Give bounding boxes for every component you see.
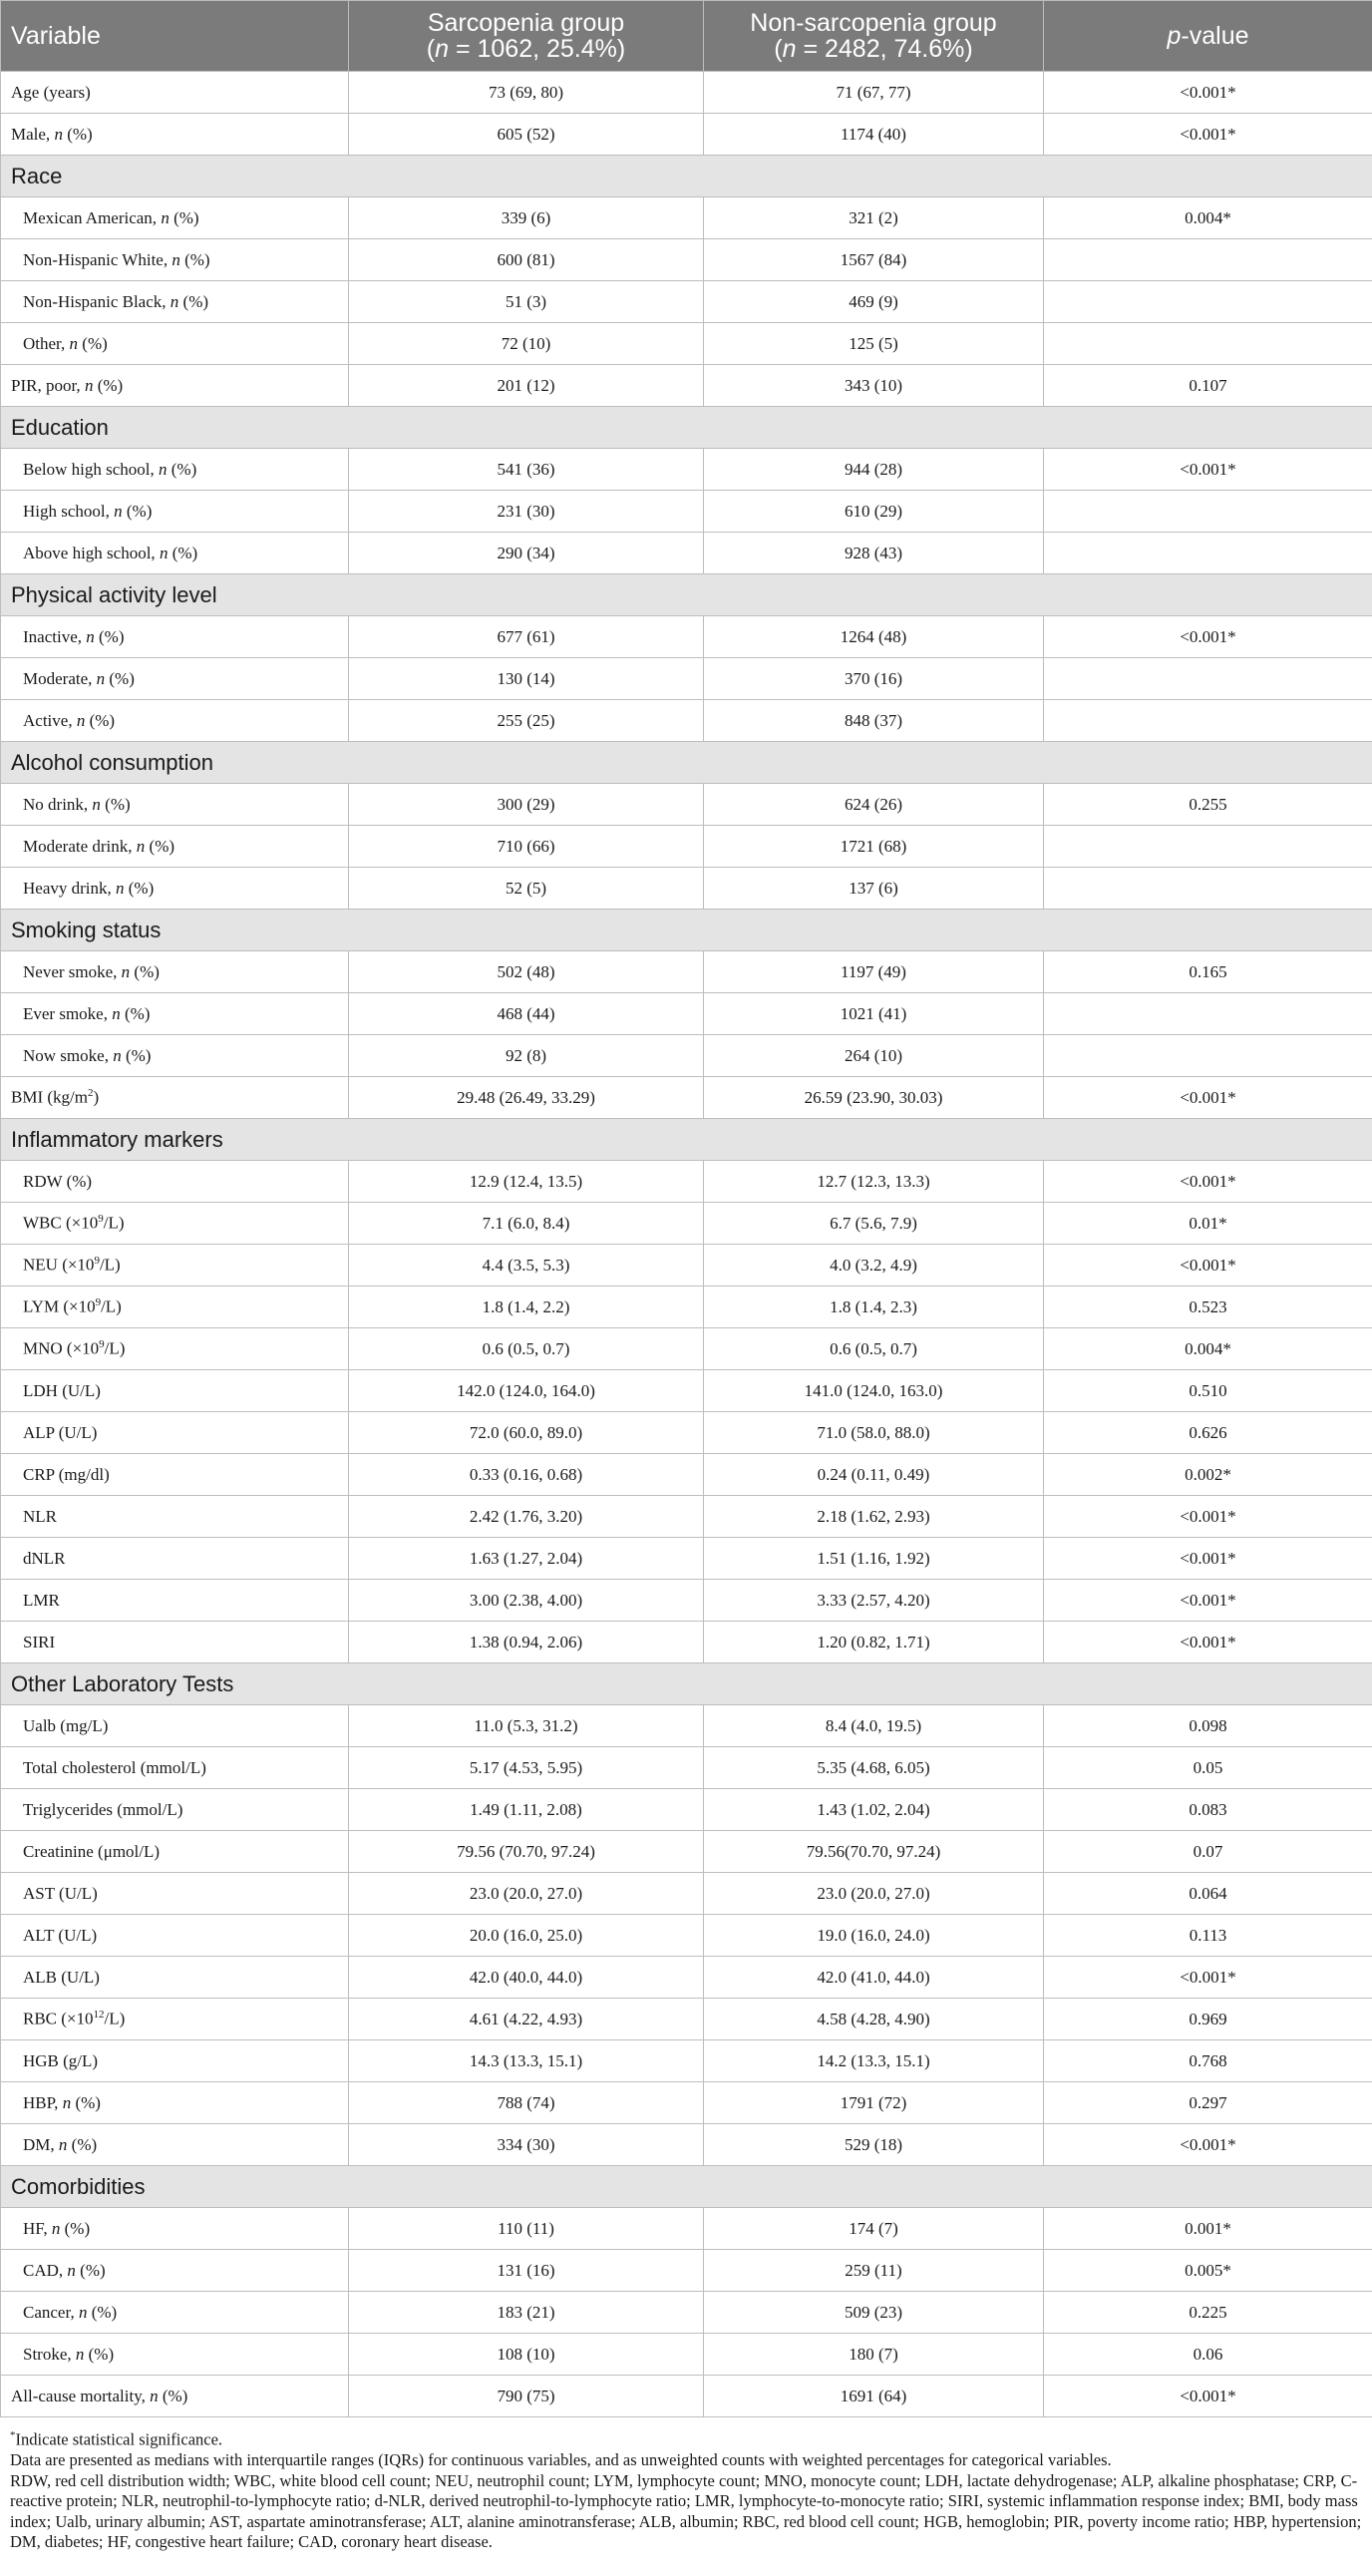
table-row <box>1 1328 1372 1370</box>
header-sarcopenia-n-rest: = 1062, 25.4%) <box>449 35 626 63</box>
variable-cell: LDH (U/L) <box>1 1370 349 1412</box>
sarcopenia-value-cell: 468 (44) <box>349 993 704 1035</box>
variable-cell: HF, n (%) <box>1 2208 349 2250</box>
non-sarcopenia-value-cell: 1791 (72) <box>704 2082 1044 2124</box>
p-value-cell <box>1044 491 1372 533</box>
sarcopenia-value-cell: 1.63 (1.27, 2.04) <box>349 1538 704 1580</box>
non-sarcopenia-value-cell: 6.7 (5.6, 7.9) <box>704 1203 1044 1245</box>
p-value-cell: 0.004* <box>1044 197 1372 239</box>
sarcopenia-value-cell: 42.0 (40.0, 44.0) <box>349 1957 704 1999</box>
header-p-rest: -value <box>1181 22 1249 50</box>
non-sarcopenia-value-cell: 3.33 (2.57, 4.20) <box>704 1580 1044 1622</box>
sarcopenia-value-cell: 92 (8) <box>349 1035 704 1077</box>
sarcopenia-value-cell: 334 (30) <box>349 2124 704 2166</box>
header-non-title: Non-sarcopenia group <box>750 9 997 37</box>
p-value-cell: <0.001* <box>1044 1496 1372 1538</box>
non-sarcopenia-value-cell: 944 (28) <box>704 449 1044 491</box>
p-value-cell: <0.001* <box>1044 1077 1372 1119</box>
sarcopenia-value-cell: 11.0 (5.3, 31.2) <box>349 1705 704 1747</box>
non-sarcopenia-value-cell: 23.0 (20.0, 27.0) <box>704 1873 1044 1915</box>
non-sarcopenia-value-cell: 4.58 (4.28, 4.90) <box>704 1999 1044 2040</box>
non-sarcopenia-value-cell: 1021 (41) <box>704 993 1044 1035</box>
non-sarcopenia-value-cell: 1721 (68) <box>704 826 1044 868</box>
sarcopenia-value-cell: 183 (21) <box>349 2292 704 2334</box>
table-row <box>1 868 1372 910</box>
p-value-cell: 0.107 <box>1044 365 1372 407</box>
sarcopenia-value-cell: 52 (5) <box>349 868 704 910</box>
p-value-cell <box>1044 993 1372 1035</box>
variable-cell: Creatinine (μmol/L) <box>1 1831 349 1873</box>
non-sarcopenia-value-cell: 0.6 (0.5, 0.7) <box>704 1328 1044 1370</box>
non-sarcopenia-value-cell: 8.4 (4.0, 19.5) <box>704 1705 1044 1747</box>
non-sarcopenia-value-cell: 1691 (64) <box>704 2376 1044 2417</box>
p-value-cell: 0.969 <box>1044 1999 1372 2040</box>
table-row <box>1 2124 1372 2166</box>
header-p-value <box>1044 1 1372 72</box>
p-value-cell: 0.005* <box>1044 2250 1372 2292</box>
header-sarcopenia-n-italic: n <box>435 35 449 63</box>
table-row <box>1 1789 1372 1831</box>
table-row <box>1 1454 1372 1496</box>
section-title: Alcohol consumption <box>1 742 1372 784</box>
non-sarcopenia-value-cell: 264 (10) <box>704 1035 1044 1077</box>
sarcopenia-value-cell: 790 (75) <box>349 2376 704 2417</box>
non-sarcopenia-value-cell: 71.0 (58.0, 88.0) <box>704 1412 1044 1454</box>
variable-cell: Mexican American, n (%) <box>1 197 349 239</box>
non-sarcopenia-value-cell: 259 (11) <box>704 2250 1044 2292</box>
non-sarcopenia-value-cell: 469 (9) <box>704 281 1044 323</box>
section-title: Inflammatory markers <box>1 1119 1372 1161</box>
sarcopenia-value-cell: 605 (52) <box>349 114 704 156</box>
p-value-cell: 0.07 <box>1044 1831 1372 1873</box>
table-row <box>1 1622 1372 1663</box>
p-value-cell <box>1044 1035 1372 1077</box>
variable-cell: Non-Hispanic White, n (%) <box>1 239 349 281</box>
p-value-cell <box>1044 281 1372 323</box>
non-sarcopenia-value-cell: 19.0 (16.0, 24.0) <box>704 1915 1044 1957</box>
table-row <box>1 239 1372 281</box>
table-row <box>1 533 1372 574</box>
section-title: Comorbidities <box>1 2166 1372 2208</box>
p-value-cell: <0.001* <box>1044 1245 1372 1287</box>
sarcopenia-value-cell: 72 (10) <box>349 323 704 365</box>
section-header-row <box>1 910 1372 951</box>
section-header-row <box>1 2166 1372 2208</box>
table-row <box>1 2208 1372 2250</box>
variable-cell: CAD, n (%) <box>1 2250 349 2292</box>
header-non-sarcopenia-group <box>704 1 1044 72</box>
table-row <box>1 1370 1372 1412</box>
table-row <box>1 2250 1372 2292</box>
footnote-significance <box>10 2425 1362 2450</box>
non-sarcopenia-value-cell: 1197 (49) <box>704 951 1044 993</box>
variable-cell: Now smoke, n (%) <box>1 1035 349 1077</box>
non-sarcopenia-value-cell: 1567 (84) <box>704 239 1044 281</box>
header-non-n-rest: = 2482, 74.6%) <box>796 35 973 63</box>
footnote-sig-marker: * <box>10 2429 16 2441</box>
non-sarcopenia-value-cell: 79.56(70.70, 97.24) <box>704 1831 1044 1873</box>
sarcopenia-value-cell: 0.6 (0.5, 0.7) <box>349 1328 704 1370</box>
sarcopenia-value-cell: 110 (11) <box>349 2208 704 2250</box>
p-value-cell: <0.001* <box>1044 616 1372 658</box>
p-value-cell: 0.165 <box>1044 951 1372 993</box>
variable-cell: Stroke, n (%) <box>1 2334 349 2376</box>
sarcopenia-value-cell: 1.38 (0.94, 2.06) <box>349 1622 704 1663</box>
sarcopenia-value-cell: 541 (36) <box>349 449 704 491</box>
sarcopenia-value-cell: 79.56 (70.70, 97.24) <box>349 1831 704 1873</box>
sarcopenia-value-cell: 788 (74) <box>349 2082 704 2124</box>
section-title: Education <box>1 407 1372 449</box>
p-value-cell: <0.001* <box>1044 1622 1372 1663</box>
footnote-sig-text: Indicate statistical significance. <box>15 2429 223 2449</box>
table-row <box>1 281 1372 323</box>
table-row <box>1 1538 1372 1580</box>
table-footnotes <box>0 2417 1372 2553</box>
sarcopenia-value-cell: 600 (81) <box>349 239 704 281</box>
variable-cell: DM, n (%) <box>1 2124 349 2166</box>
header-variable: Variable <box>1 1 349 72</box>
non-sarcopenia-value-cell: 14.2 (13.3, 15.1) <box>704 2040 1044 2082</box>
sarcopenia-value-cell: 7.1 (6.0, 8.4) <box>349 1203 704 1245</box>
p-value-cell: 0.01* <box>1044 1203 1372 1245</box>
non-sarcopenia-value-cell: 1.8 (1.4, 2.3) <box>704 1287 1044 1328</box>
p-value-cell: 0.083 <box>1044 1789 1372 1831</box>
table-row <box>1 993 1372 1035</box>
non-sarcopenia-value-cell: 26.59 (23.90, 30.03) <box>704 1077 1044 1119</box>
table-row <box>1 1873 1372 1915</box>
table-row <box>1 1915 1372 1957</box>
non-sarcopenia-value-cell: 624 (26) <box>704 784 1044 826</box>
sarcopenia-value-cell: 300 (29) <box>349 784 704 826</box>
section-header-row <box>1 1663 1372 1705</box>
variable-cell: PIR, poor, n (%) <box>1 365 349 407</box>
sarcopenia-value-cell: 0.33 (0.16, 0.68) <box>349 1454 704 1496</box>
non-sarcopenia-value-cell: 5.35 (4.68, 6.05) <box>704 1747 1044 1789</box>
non-sarcopenia-value-cell: 174 (7) <box>704 2208 1044 2250</box>
table-row <box>1 365 1372 407</box>
variable-cell: Never smoke, n (%) <box>1 951 349 993</box>
table-row <box>1 491 1372 533</box>
non-sarcopenia-value-cell: 4.0 (3.2, 4.9) <box>704 1245 1044 1287</box>
non-sarcopenia-value-cell: 0.24 (0.11, 0.49) <box>704 1454 1044 1496</box>
footnote-data-presented: Data are presented as medians with interquartile ranges (IQRs) for continuous variables, and as unweighted counts with weighted percentages for categorical variables. <box>10 2450 1112 2469</box>
table-row <box>1 449 1372 491</box>
variable-cell: Total cholesterol (mmol/L) <box>1 1747 349 1789</box>
variable-cell: HGB (g/L) <box>1 2040 349 2082</box>
variable-cell: MNO $(\times 10^9/L)$ <box>1 1328 349 1370</box>
table-body <box>1 72 1372 2417</box>
table-row <box>1 2040 1372 2082</box>
variable-cell: No drink, n (%) <box>1 784 349 826</box>
non-sarcopenia-value-cell: 141.0 (124.0, 163.0) <box>704 1370 1044 1412</box>
variable-cell: Other, n (%) <box>1 323 349 365</box>
variable-cell: Above high school, n (%) <box>1 533 349 574</box>
p-value-cell: 0.002* <box>1044 1454 1372 1496</box>
sarcopenia-value-cell: 4.4 (3.5, 5.3) <box>349 1245 704 1287</box>
non-sarcopenia-value-cell: 1264 (48) <box>704 616 1044 658</box>
p-value-cell: <0.001* <box>1044 1957 1372 1999</box>
table-header <box>1 1 1372 72</box>
table-row <box>1 951 1372 993</box>
sarcopenia-value-cell: 1.49 (1.11, 2.08) <box>349 1789 704 1831</box>
table-row <box>1 1999 1372 2040</box>
p-value-cell: <0.001* <box>1044 2124 1372 2166</box>
variable-cell: Inactive, n (%) <box>1 616 349 658</box>
p-value-cell: 0.768 <box>1044 2040 1372 2082</box>
table-row <box>1 197 1372 239</box>
variable-cell: Ever smoke, n (%) <box>1 993 349 1035</box>
table-row <box>1 72 1372 114</box>
variable-cell: SIRI <box>1 1622 349 1663</box>
variable-cell: Age (years) <box>1 72 349 114</box>
table-row <box>1 323 1372 365</box>
non-sarcopenia-value-cell: 125 (5) <box>704 323 1044 365</box>
section-title: Smoking status <box>1 910 1372 951</box>
table-row <box>1 1957 1372 1999</box>
p-value-cell: <0.001* <box>1044 449 1372 491</box>
sarcopenia-value-cell: 4.61 (4.22, 4.93) <box>349 1999 704 2040</box>
variable-cell: All-cause mortality, n (%) <box>1 2376 349 2417</box>
sarcopenia-value-cell: 23.0 (20.0, 27.0) <box>349 1873 704 1915</box>
sarcopenia-value-cell: 231 (30) <box>349 491 704 533</box>
sarcopenia-value-cell: 51 (3) <box>349 281 704 323</box>
non-sarcopenia-value-cell: 610 (29) <box>704 491 1044 533</box>
table-row <box>1 1077 1372 1119</box>
non-sarcopenia-value-cell: 529 (18) <box>704 2124 1044 2166</box>
sarcopenia-value-cell: 142.0 (124.0, 164.0) <box>349 1370 704 1412</box>
section-title: Physical activity level <box>1 574 1372 616</box>
non-sarcopenia-value-cell: 12.7 (12.3, 13.3) <box>704 1161 1044 1203</box>
p-value-cell: 0.098 <box>1044 1705 1372 1747</box>
table-row <box>1 784 1372 826</box>
variable-cell: Triglycerides (mmol/L) <box>1 1789 349 1831</box>
p-value-cell: 0.004* <box>1044 1328 1372 1370</box>
sarcopenia-value-cell: 290 (34) <box>349 533 704 574</box>
table-row <box>1 2292 1372 2334</box>
table-row <box>1 1287 1372 1328</box>
variable-cell: Male, n (%) <box>1 114 349 156</box>
sarcopenia-value-cell: 710 (66) <box>349 826 704 868</box>
sarcopenia-value-cell: 72.0 (60.0, 89.0) <box>349 1412 704 1454</box>
table-row <box>1 700 1372 742</box>
non-sarcopenia-value-cell: 180 (7) <box>704 2334 1044 2376</box>
table-row <box>1 826 1372 868</box>
p-value-cell: 0.510 <box>1044 1370 1372 1412</box>
sarcopenia-value-cell: 5.17 (4.53, 5.95) <box>349 1747 704 1789</box>
variable-cell: WBC $(\times 10^9/L)$ <box>1 1203 349 1245</box>
sarcopenia-value-cell: 29.48 (26.49, 33.29) <box>349 1077 704 1119</box>
p-value-cell: 0.001* <box>1044 2208 1372 2250</box>
variable-cell: Active, n (%) <box>1 700 349 742</box>
non-sarcopenia-value-cell: 848 (37) <box>704 700 1044 742</box>
table-row <box>1 1580 1372 1622</box>
table-row <box>1 2082 1372 2124</box>
table-row <box>1 1705 1372 1747</box>
p-value-cell: 0.064 <box>1044 1873 1372 1915</box>
sarcopenia-value-cell: 201 (12) <box>349 365 704 407</box>
p-value-cell: 0.06 <box>1044 2334 1372 2376</box>
table-row <box>1 2334 1372 2376</box>
variable-cell: LMR <box>1 1580 349 1622</box>
p-value-cell: 0.626 <box>1044 1412 1372 1454</box>
sarcopenia-value-cell: 131 (16) <box>349 2250 704 2292</box>
variable-cell: CRP (mg/dl) <box>1 1454 349 1496</box>
non-sarcopenia-value-cell: 71 (67, 77) <box>704 72 1044 114</box>
header-non-n-open: ( <box>774 35 783 63</box>
table-row <box>1 658 1372 700</box>
table-row <box>1 616 1372 658</box>
sarcopenia-value-cell: 677 (61) <box>349 616 704 658</box>
sarcopenia-value-cell: 20.0 (16.0, 25.0) <box>349 1915 704 1957</box>
sarcopenia-value-cell: 130 (14) <box>349 658 704 700</box>
header-sarcopenia-group <box>349 1 704 72</box>
p-value-cell: 0.225 <box>1044 2292 1372 2334</box>
variable-cell: Heavy drink, n (%) <box>1 868 349 910</box>
sarcopenia-value-cell: 1.8 (1.4, 2.2) <box>349 1287 704 1328</box>
variable-cell: ALP (U/L) <box>1 1412 349 1454</box>
non-sarcopenia-value-cell: 928 (43) <box>704 533 1044 574</box>
variable-cell: High school, n (%) <box>1 491 349 533</box>
p-value-cell <box>1044 700 1372 742</box>
p-value-cell: <0.001* <box>1044 2376 1372 2417</box>
table-row <box>1 114 1372 156</box>
variable-cell: NLR <box>1 1496 349 1538</box>
variable-cell: BMI $(kg/m^2)$ <box>1 1077 349 1119</box>
p-value-cell <box>1044 868 1372 910</box>
p-value-cell <box>1044 658 1372 700</box>
variable-cell: NEU $(\times 10^9/L)$ <box>1 1245 349 1287</box>
table-row <box>1 1831 1372 1873</box>
header-p-italic: p <box>1167 22 1182 50</box>
p-value-cell: <0.001* <box>1044 1161 1372 1203</box>
sarcopenia-value-cell: 14.3 (13.3, 15.1) <box>349 2040 704 2082</box>
sarcopenia-value-cell: 339 (6) <box>349 197 704 239</box>
variable-cell: RBC $(\times 10^{12}/L)$ <box>1 1999 349 2040</box>
variable-cell: AST (U/L) <box>1 1873 349 1915</box>
table-row <box>1 1412 1372 1454</box>
section-header-row <box>1 742 1372 784</box>
non-sarcopenia-value-cell: 2.18 (1.62, 2.93) <box>704 1496 1044 1538</box>
non-sarcopenia-value-cell: 137 (6) <box>704 868 1044 910</box>
section-header-row <box>1 574 1372 616</box>
non-sarcopenia-value-cell: 509 (23) <box>704 2292 1044 2334</box>
p-value-cell: <0.001* <box>1044 72 1372 114</box>
table-row <box>1 2376 1372 2417</box>
p-value-cell: 0.523 <box>1044 1287 1372 1328</box>
non-sarcopenia-value-cell: 1.20 (0.82, 1.71) <box>704 1622 1044 1663</box>
sarcopenia-value-cell: 12.9 (12.4, 13.5) <box>349 1161 704 1203</box>
non-sarcopenia-value-cell: 1.43 (1.02, 2.04) <box>704 1789 1044 1831</box>
table-row <box>1 1747 1372 1789</box>
non-sarcopenia-value-cell: 321 (2) <box>704 197 1044 239</box>
p-value-cell: 0.05 <box>1044 1747 1372 1789</box>
p-value-cell <box>1044 533 1372 574</box>
section-header-row <box>1 1119 1372 1161</box>
p-value-cell: <0.001* <box>1044 1580 1372 1622</box>
p-value-cell <box>1044 826 1372 868</box>
non-sarcopenia-value-cell: 1174 (40) <box>704 114 1044 156</box>
section-header-row <box>1 156 1372 197</box>
non-sarcopenia-value-cell: 1.51 (1.16, 1.92) <box>704 1538 1044 1580</box>
variable-cell: RDW (%) <box>1 1161 349 1203</box>
variable-cell: dNLR <box>1 1538 349 1580</box>
table-row <box>1 1496 1372 1538</box>
section-header-row <box>1 407 1372 449</box>
p-value-cell: <0.001* <box>1044 1538 1372 1580</box>
variable-cell: ALB (U/L) <box>1 1957 349 1999</box>
variable-cell: Moderate drink, n (%) <box>1 826 349 868</box>
sarcopenia-value-cell: 73 (69, 80) <box>349 72 704 114</box>
p-value-cell: 0.297 <box>1044 2082 1372 2124</box>
variable-cell: ALT (U/L) <box>1 1915 349 1957</box>
header-sarcopenia-title: Sarcopenia group <box>427 9 625 37</box>
variable-cell: LYM $(\times 10^9/L)$ <box>1 1287 349 1328</box>
variable-cell: Moderate, n (%) <box>1 658 349 700</box>
table-row <box>1 1203 1372 1245</box>
sarcopenia-value-cell: 255 (25) <box>349 700 704 742</box>
variable-cell: Cancer, n (%) <box>1 2292 349 2334</box>
sarcopenia-value-cell: 3.00 (2.38, 4.00) <box>349 1580 704 1622</box>
non-sarcopenia-value-cell: 370 (16) <box>704 658 1044 700</box>
p-value-cell <box>1044 323 1372 365</box>
section-title: Other Laboratory Tests <box>1 1663 1372 1705</box>
variable-cell: Non-Hispanic Black, n (%) <box>1 281 349 323</box>
p-value-cell: <0.001* <box>1044 114 1372 156</box>
table-row <box>1 1245 1372 1287</box>
p-value-cell: 0.113 <box>1044 1915 1372 1957</box>
sarcopenia-value-cell: 502 (48) <box>349 951 704 993</box>
sarcopenia-value-cell: 2.42 (1.76, 3.20) <box>349 1496 704 1538</box>
table-row <box>1 1035 1372 1077</box>
p-value-cell: 0.255 <box>1044 784 1372 826</box>
variable-cell: Ualb (mg/L) <box>1 1705 349 1747</box>
variable-cell: Below high school, n (%) <box>1 449 349 491</box>
p-value-cell <box>1044 239 1372 281</box>
footnote-abbreviations: RDW, red cell distribution width; WBC, white blood cell count; NEU, neutrophil count; LYM, lymphocyte count; MNO, monocyte count; LDH, lactate dehydrogenase; ALP, alkaline phosphatase; CRP, C-reactive protein; NLR, neutrophil-to-lymphocyte ratio; d-NLR, derived neutrophil-to-lymphocyte ratio; LMR, lymphocyte-to-monocyte ratio; SIRI, systemic inflammation response index; BMI, body mass index; Ualb, urinary albumin; AST, aspartate aminotransferase; ALT, alanine aminotransferase; ALB, albumin; RBC, red blood cell count; HGB, hemoglobin; PIR, poverty income ratio; HBP, hypertension; DM, diabetes; HF, congestive heart failure; CAD, coronary heart disease. <box>10 2470 1362 2551</box>
non-sarcopenia-value-cell: 343 (10) <box>704 365 1044 407</box>
section-title: Race <box>1 156 1372 197</box>
non-sarcopenia-value-cell: 42.0 (41.0, 44.0) <box>704 1957 1044 1999</box>
header-non-n-italic: n <box>782 35 797 63</box>
variable-cell: HBP, n (%) <box>1 2082 349 2124</box>
header-sarcopenia-n-open: ( <box>426 35 436 63</box>
table-row <box>1 1161 1372 1203</box>
sarcopenia-value-cell: 108 (10) <box>349 2334 704 2376</box>
